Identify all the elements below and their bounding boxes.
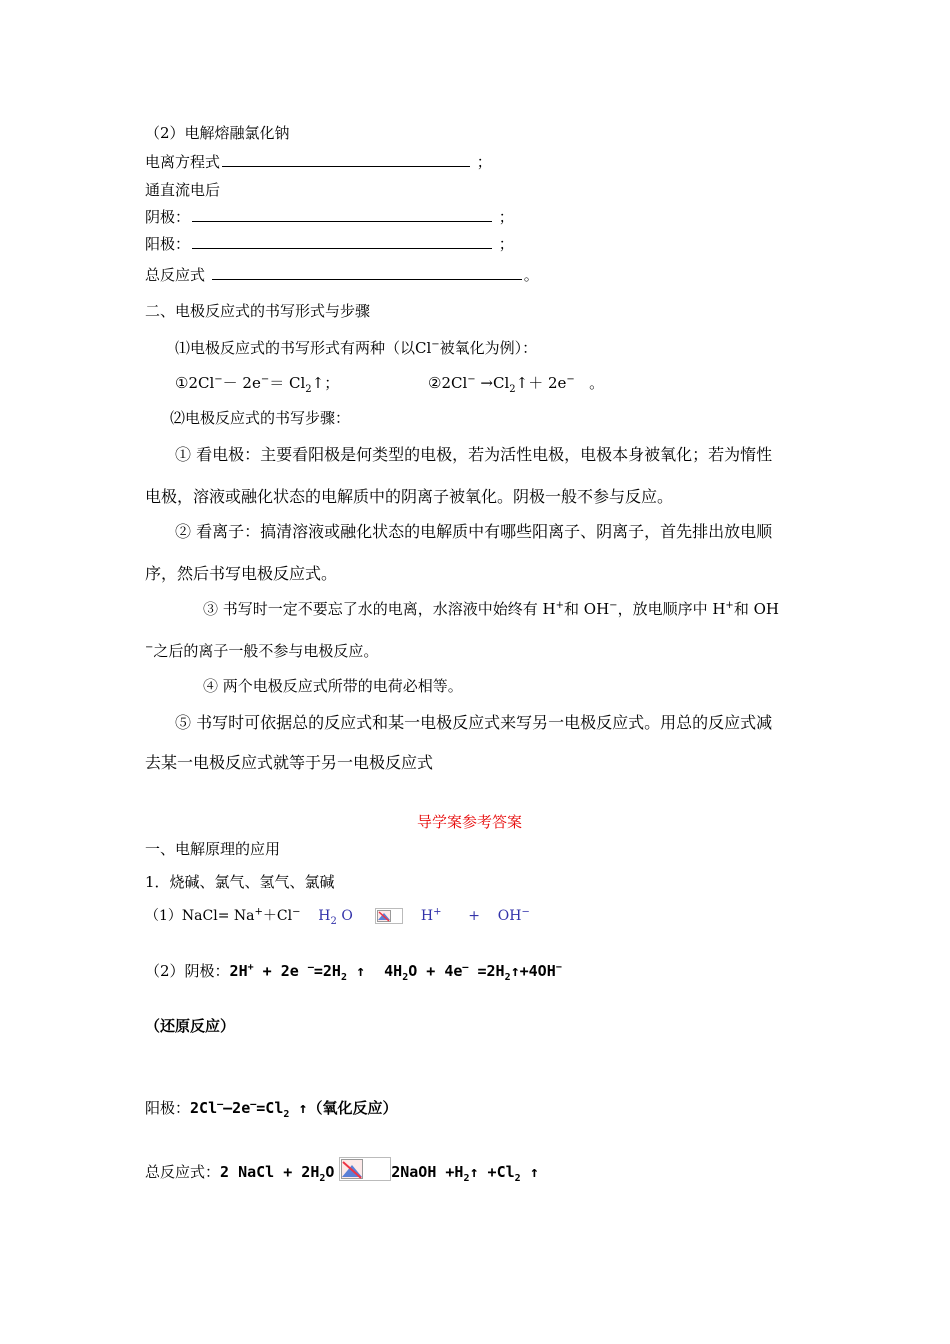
step-5-line-1: ⑤ 书写时可依据总的反应式和某一电极反应式来写另一电极反应式。用总的反应式减 bbox=[175, 713, 773, 732]
semicolon: ； bbox=[476, 153, 492, 171]
paragraph-forms: ⑴电极反应式的书写形式有两种（以Cl−被氧化为例）： bbox=[175, 339, 538, 357]
anode-line bbox=[145, 234, 514, 254]
total-line bbox=[145, 265, 539, 285]
total-label: 总反应式 bbox=[145, 266, 206, 284]
step-3-line-2: −之后的离子一般不参与电极反应。 bbox=[145, 642, 379, 660]
answer-anode: 阳极：$2Cl^——2e^—=Cl_2$ ↑（氧化反应） bbox=[145, 1099, 398, 1120]
hydroxide-ion: OH− bbox=[497, 906, 530, 924]
total-equation-right: 2NaOH $+H_2↑ +Cl_2$ ↑ bbox=[391, 1163, 539, 1184]
step-1-line-1: ① 看电极：主要看阳极是何类型的电极，若为活性电极，电极本身被氧化；若为惰性 bbox=[175, 445, 773, 464]
total-blank bbox=[212, 265, 522, 280]
step-5-line-2: 去某一电极反应式就等于另一电极反应式 bbox=[145, 753, 434, 772]
after-current-label: 通直流电后 bbox=[145, 181, 221, 199]
ionization-blank bbox=[222, 152, 470, 167]
answers-title: 导学案参考答案 bbox=[417, 813, 523, 831]
step-2-line-2: 序，然后书写电极反应式。 bbox=[145, 564, 338, 583]
semicolon: ； bbox=[498, 208, 514, 226]
section-title: （2）电解熔融氯化钠 bbox=[145, 124, 290, 142]
broken-image-icon bbox=[375, 908, 403, 924]
water-formula: $H_2$ O bbox=[318, 908, 353, 927]
paragraph-steps: ⑵电极反应式的书写步骤： bbox=[170, 409, 351, 427]
answer-ionization: （1）NaCl= Na+＋Cl− $H_2$ O H+ + OH− bbox=[145, 906, 530, 927]
cathode-line bbox=[145, 207, 514, 227]
hydrogen-ion: H+ bbox=[420, 906, 442, 924]
ionization-label: 电离方程式 bbox=[145, 153, 221, 171]
anode-label: 阳极： bbox=[145, 235, 191, 253]
step-2-line-1: ② 看离子：搞清溶液或融化状态的电解质中有哪些阳离子、阴离子，首先排出放电顺 bbox=[175, 522, 773, 541]
step-4: ④ 两个电极反应式所带的电荷必相等。 bbox=[203, 677, 463, 695]
section-heading: 二、电极反应式的书写形式与步骤 bbox=[145, 302, 371, 320]
cathode-label: 阴极： bbox=[145, 208, 191, 226]
answers-heading: 一、电解原理的应用 bbox=[145, 840, 281, 858]
period: 。 bbox=[523, 266, 539, 284]
step-3-line-1: ③ 书写时一定不要忘了水的电离，水溶液中始终有 H+和 OH−，放电顺序中 H+和 OH bbox=[203, 600, 779, 618]
answer-cathode: （2）阴极：2H+ + 2e $^—=2H_2$ ↑ $4H_2O + 4e^—$ $=2H_2↑+4OH^-$ bbox=[145, 962, 562, 983]
semicolon: ； bbox=[498, 235, 514, 253]
reduction-label: （还原反应） bbox=[145, 1017, 236, 1035]
cathode-equation-1: 2H+ + 2e $^—=2H_2$ ↑ bbox=[229, 962, 366, 983]
ionization-line bbox=[145, 152, 492, 172]
plus-sign: + bbox=[468, 908, 480, 924]
anode-blank bbox=[192, 234, 492, 249]
cathode-blank bbox=[192, 207, 492, 222]
anode-equation: $2Cl^——2e^—=Cl_2$ ↑（氧化反应） bbox=[190, 1099, 398, 1120]
total-equation-left: 2 NaCl + $2H_2O$ bbox=[220, 1163, 335, 1184]
answer-total: 总反应式：2 NaCl + $2H_2O$ 2NaOH $+H_2↑ +Cl_2$ ↑ bbox=[145, 1157, 539, 1182]
step-1-line-2: 电极，溶液或融化状态的电解质中的阴离子被氧化。阴极一般不参与反应。 bbox=[145, 487, 674, 506]
formula-form-2: ②2Cl− $\to Cl_2↑+ 2e^-$ 。 bbox=[428, 374, 605, 395]
cathode-equation-2: $4H_2O + 4e^—$ $=2H_2↑+4OH^-$ bbox=[384, 962, 562, 983]
broken-image-icon bbox=[339, 1157, 391, 1181]
formula-form-1: ①2Cl−－ $2e^-= Cl_2↑$； bbox=[175, 374, 340, 395]
answer-item-1: 1．烧碱、氯气、氢气、氯碱 bbox=[145, 873, 335, 891]
